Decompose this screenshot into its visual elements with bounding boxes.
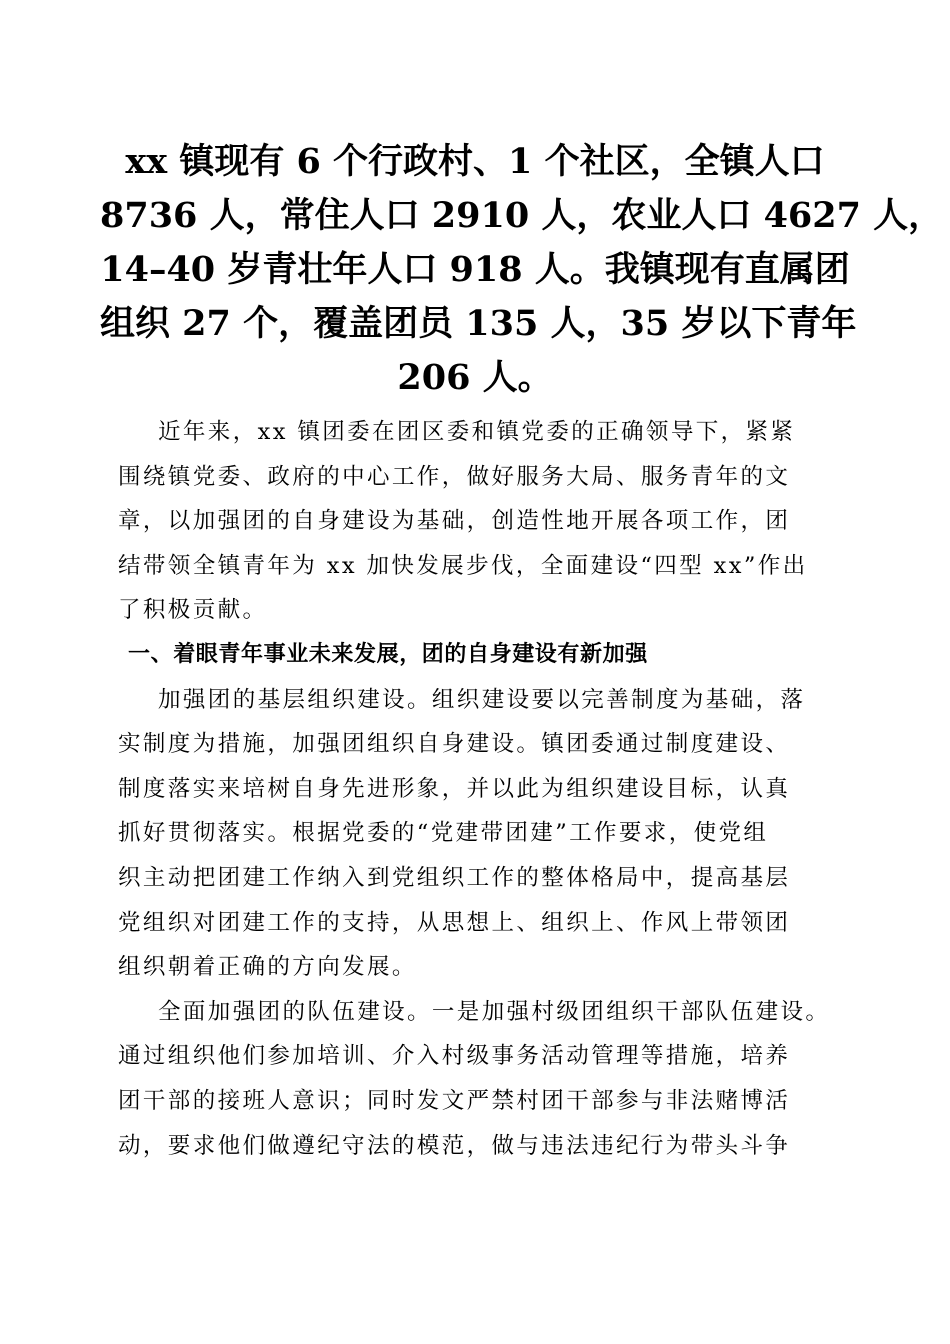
- document-title: [100, 135, 944, 405]
- paragraph-line: 全面加强团的队伍建设。一是加强村级团组织干部队伍建设。: [158, 998, 831, 1025]
- paragraph-line: 组织朝着正确的方向发展。: [118, 954, 417, 981]
- paragraph-line: 织主动把团建工作纳入到党组织工作的整体格局中，提高基层: [118, 864, 791, 891]
- paragraph-line: 团干部的接班人意识；同时发文严禁村团干部参与非法赌博活: [118, 1087, 791, 1114]
- paragraph-line: 实制度为措施，加强团组织自身建设。镇团委通过制度建设、: [118, 731, 791, 758]
- paragraph-line: 党组织对团建工作的支持，从思想上、组织上、作风上带领团: [118, 909, 791, 936]
- paragraph-line: 了积极贡献。: [118, 597, 268, 624]
- document-body: [118, 410, 838, 1168]
- paragraph-line: 围绕镇党委、政府的中心工作，做好服务大局、服务青年的文: [118, 463, 791, 490]
- paragraph-line: 通过组织他们参加培训、介入村级事务活动管理等措施，培养: [118, 1043, 791, 1070]
- section-heading: 一、着眼青年事业未来发展，团的自身建设有新加强: [128, 641, 648, 667]
- paragraph-line: 抓好贯彻落实。根据党委的“党建带团建”工作要求，使党组: [118, 820, 769, 847]
- paragraph-line: 结带领全镇青年为 xx 加快发展步伐，全面建设“四型 xx”作出: [118, 552, 808, 579]
- title-line-5: 206 人。: [397, 357, 553, 398]
- paragraph-line: 近年来，xx 镇团委在团区委和镇党委的正确领导下，紧紧: [158, 419, 796, 445]
- paragraph-line: 动，要求他们做遵纪守法的模范，做与违法违纪行为带头斗争: [118, 1132, 791, 1159]
- paragraph-line: 章，以加强团的自身建设为基础，创造性地开展各项工作，团: [118, 508, 791, 535]
- title-line-3: 14–40 岁青壮年人口 918 人。我镇现有直属团: [100, 249, 850, 290]
- paragraph-line: 加强团的基层组织建设。组织建设要以完善制度为基础，落: [158, 686, 806, 713]
- title-line-2: 8736 人，常住人口 2910 人，农业人口 4627 人，: [100, 195, 944, 236]
- title-line-1: xx 镇现有 6 个行政村、1 个社区，全镇人口: [125, 141, 825, 182]
- paragraph-line: 制度落实来培树自身先进形象，并以此为组织建设目标，认真: [118, 775, 791, 802]
- title-line-4: 组织 27 个，覆盖团员 135 人，35 岁以下青年: [100, 303, 857, 344]
